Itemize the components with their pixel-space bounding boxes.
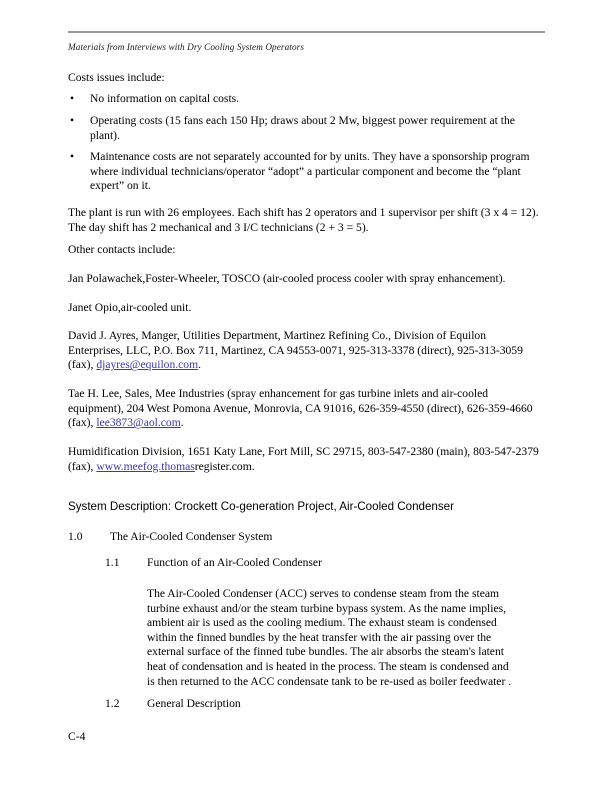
contact-entry [68,445,540,474]
costs-lead-in: Costs issues include: [68,71,165,84]
website-link[interactable]: www.meefog.thomas [96,459,195,473]
list-item [70,92,540,107]
acc-paragraph: The Air-Cooled Condenser (ACC) serves to condense steam from the steam turbine exhaust and/or the steam turbine bypass system. As the name implies, ambient air is used as the cooling medium. The exhaust steam is condensed within the finned bundles by the heat transfer with the air passing over the external surface of the finned tube bundles. The air absorbs the steam's latent heat of condensation and is heated in the process. The steam is condensed and is then returned to the ACC condensate tank to be re-used as boiler feedwater . [147,587,512,688]
list-item [70,114,540,143]
email-link[interactable]: lee3873@aol.com [96,416,181,430]
contacts-lead-in: Other contacts include: [68,243,176,256]
running-header: Materials from Interviews with Dry Cooling System Operators [68,42,304,52]
contact-text: Tae H. Lee, Sales, Mee Industries (spray enhancement for gas turbine inlets and air-cooled equipment), 204 West Pomona Avenue, Monrovia, CA 91016, 626-359-4550 (direct), 626-359-4660 (fax), [68,387,533,430]
contact-text: Jan Polawachek,Foster-Wheeler, TOSCO (air-cooled process cooler with spray enhancement). [68,272,506,285]
outline-title: The Air-Cooled Condenser System [110,530,273,543]
outline-number: 1.1 [105,556,120,569]
contact-entry [68,272,540,287]
outline-title: Function of an Air-Cooled Condenser [147,556,322,569]
list-item-text: Operating costs (15 fans each 150 Hp; draws about 2 Mw, biggest power requirement at the plant). [90,114,515,142]
contact-entry [68,329,540,373]
contact-entry [68,387,540,431]
bullet-marker: • [70,92,75,105]
outline-number: 1.2 [105,697,120,710]
list-item-text: Maintenance costs are not separately accounted for by units. They have a sponsorship program where individual technicians/operator “adopt” a particular component and become the “plant expert” on it. [90,150,530,193]
contact-text-tail: register.com. [194,459,255,473]
outline-item-1-0 [68,530,272,545]
list-item [70,150,540,194]
footer-page-number: C-4 [68,730,86,743]
bullet-marker: • [70,114,75,127]
bullet-marker: • [70,150,75,163]
contact-text-tail: . [180,416,184,430]
outline-item-1-1 [105,556,322,571]
section-heading: System Description: Crockett Co-generation Project, Air-Cooled Condenser [68,500,454,513]
list-item-text: No information on capital costs. [90,92,240,105]
contact-text: Janet Opio,air-cooled unit. [68,301,192,314]
outline-title: General Description [147,697,241,710]
contact-text-tail: . [198,358,202,372]
outline-number: 1.0 [68,530,83,543]
contact-entry [68,301,540,316]
email-link[interactable]: djayres@equilon.com [96,358,199,372]
contact-text: David J. Ayres, Manger, Utilities Department, Martinez Refining Co., Division of Equilon Enterprises, LLC, P.O. Box 711, Martinez, CA 94553-0071, 925-313-3378 (direct), 925-313-3059 (fax), [68,329,523,372]
contact-text: Humidification Division, 1651 Katy Lane, Fort Mill, SC 29715, 803-547-2380 (main), 803-547-2379 (fax), [68,445,539,473]
outline-item-1-2 [105,697,241,712]
header-rule [68,31,545,33]
staffing-paragraph: The plant is run with 26 employees. Each shift has 2 operators and 1 supervisor per shift (3 x 4 = 12). The day shift has 2 mechanical and 3 I/C technicians (2 + 3 = 5). [68,206,539,234]
